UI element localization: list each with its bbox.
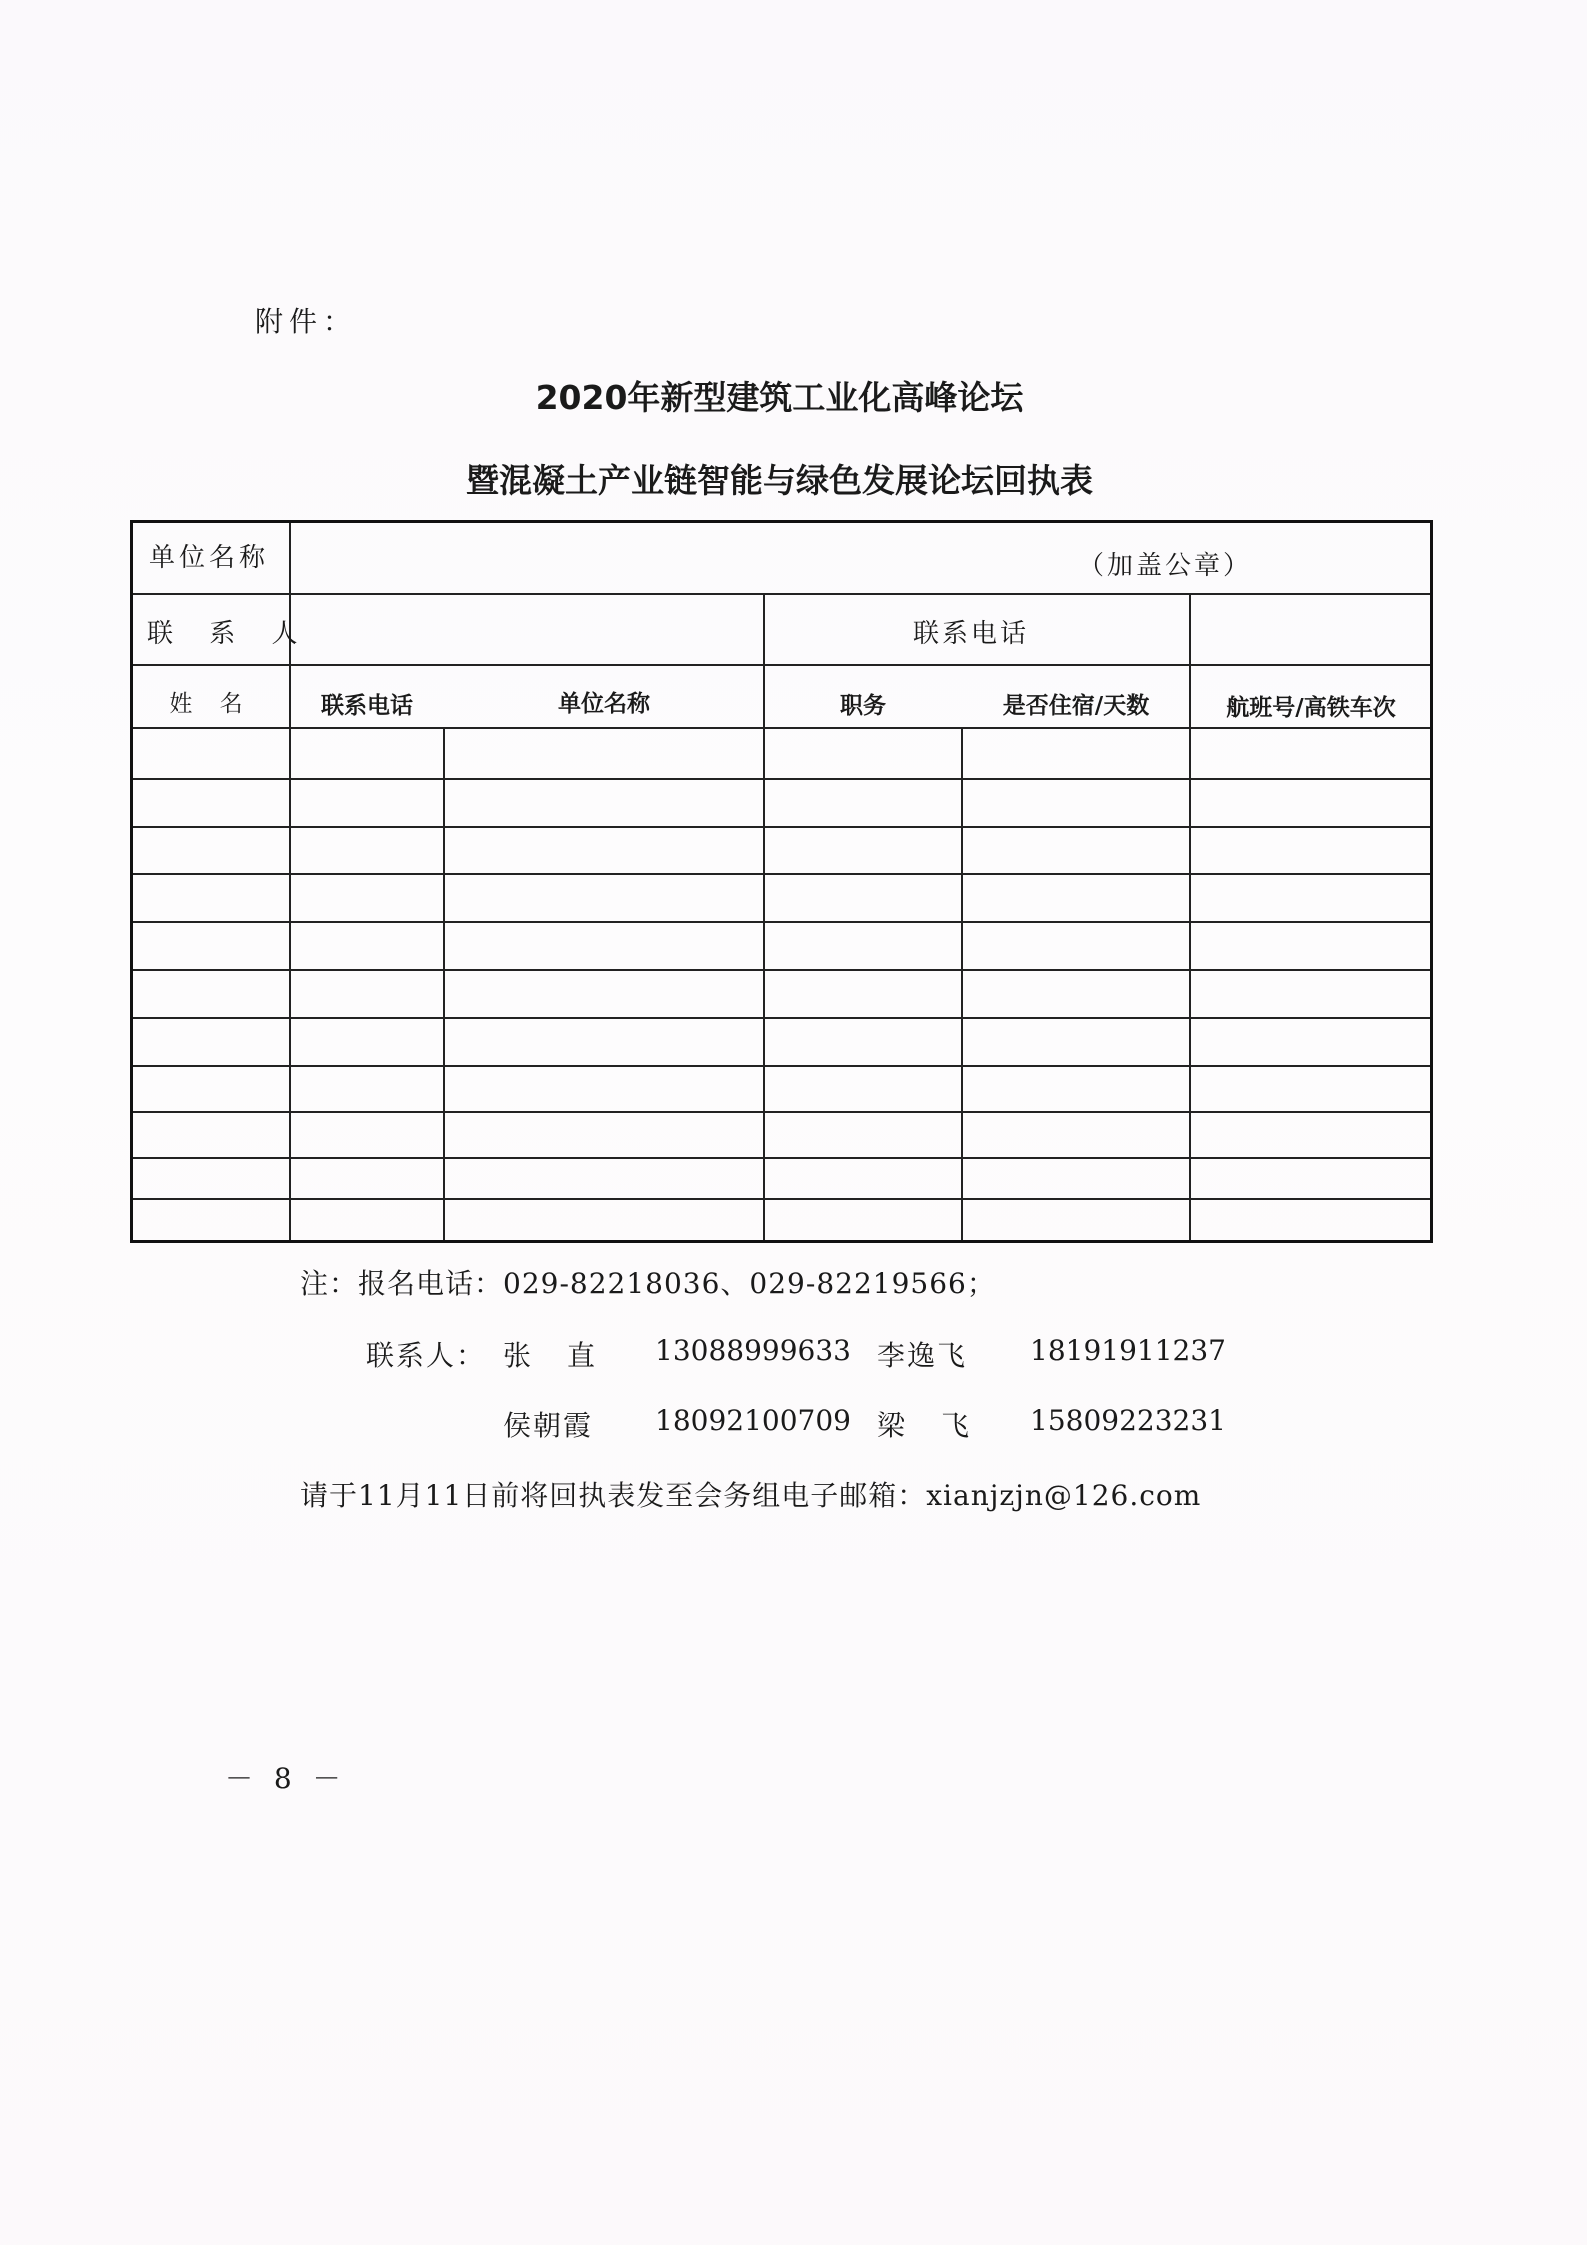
- row-divider: [133, 727, 1430, 729]
- row-divider: [133, 969, 1430, 971]
- unit-name-label: 单位名称: [149, 543, 270, 573]
- contact-person-label: 联 系 人: [147, 619, 312, 649]
- contact-name-3: 侯朝霞: [503, 1409, 594, 1442]
- unit-name-field[interactable]: [293, 526, 1428, 590]
- col-header-unit: 单位名称: [558, 691, 650, 717]
- col-header-lodging: 是否住宿/天数: [1002, 693, 1150, 719]
- contact-phone-2: 18191911237: [1030, 1334, 1226, 1367]
- row-divider: [133, 778, 1430, 780]
- contact-phone-field[interactable]: [1193, 597, 1428, 661]
- contact-phone-1: 13088999633: [655, 1334, 851, 1367]
- contacts-prefix: 联系人：: [366, 1339, 487, 1372]
- row-divider: [133, 1017, 1430, 1019]
- row-divider: [133, 1157, 1430, 1159]
- col-header-flight-train: 航班号/高铁车次: [1226, 695, 1396, 721]
- title-line-1: 2020年新型建筑工业化高峰论坛: [535, 378, 1024, 417]
- row-divider: [133, 873, 1430, 875]
- row-divider: [133, 664, 1430, 666]
- row-divider: [133, 826, 1430, 828]
- row-divider: [133, 1198, 1430, 1200]
- contact-phone-3: 18092100709: [655, 1404, 851, 1437]
- email-instruction: 请于11月11日前将回执表发至会务组电子邮箱：xianjzjn@126.com: [300, 1479, 1202, 1512]
- row-divider: [133, 593, 1430, 595]
- row-divider: [133, 921, 1430, 923]
- page-number: － 8 －: [225, 1762, 347, 1795]
- col-divider: [961, 727, 963, 1240]
- contact-phone-label: 联系电话: [913, 619, 1030, 649]
- contact-phone-4: 15809223231: [1030, 1404, 1226, 1437]
- stamp-note: （加盖公章）: [1078, 551, 1253, 581]
- receipt-form-table: [130, 520, 1433, 1243]
- registration-phone-note: 注：报名电话：029-82218036、029-82219566；: [300, 1267, 996, 1300]
- col-header-name: 姓 名: [169, 691, 253, 717]
- contact-name-1: 张 直: [503, 1339, 600, 1372]
- contact-person-field[interactable]: [293, 597, 759, 661]
- row-divider: [133, 1065, 1430, 1067]
- col-header-phone: 联系电话: [321, 693, 413, 719]
- col-header-position: 职务: [840, 693, 886, 719]
- row-divider: [133, 1111, 1430, 1113]
- col-divider: [443, 727, 445, 1240]
- contact-name-2: 李逸飞: [877, 1339, 968, 1372]
- attachment-label: 附件：: [255, 305, 358, 338]
- contact-name-4: 梁 飞: [877, 1409, 974, 1442]
- title-line-2: 暨混凝土产业链智能与绿色发展论坛回执表: [466, 461, 1093, 500]
